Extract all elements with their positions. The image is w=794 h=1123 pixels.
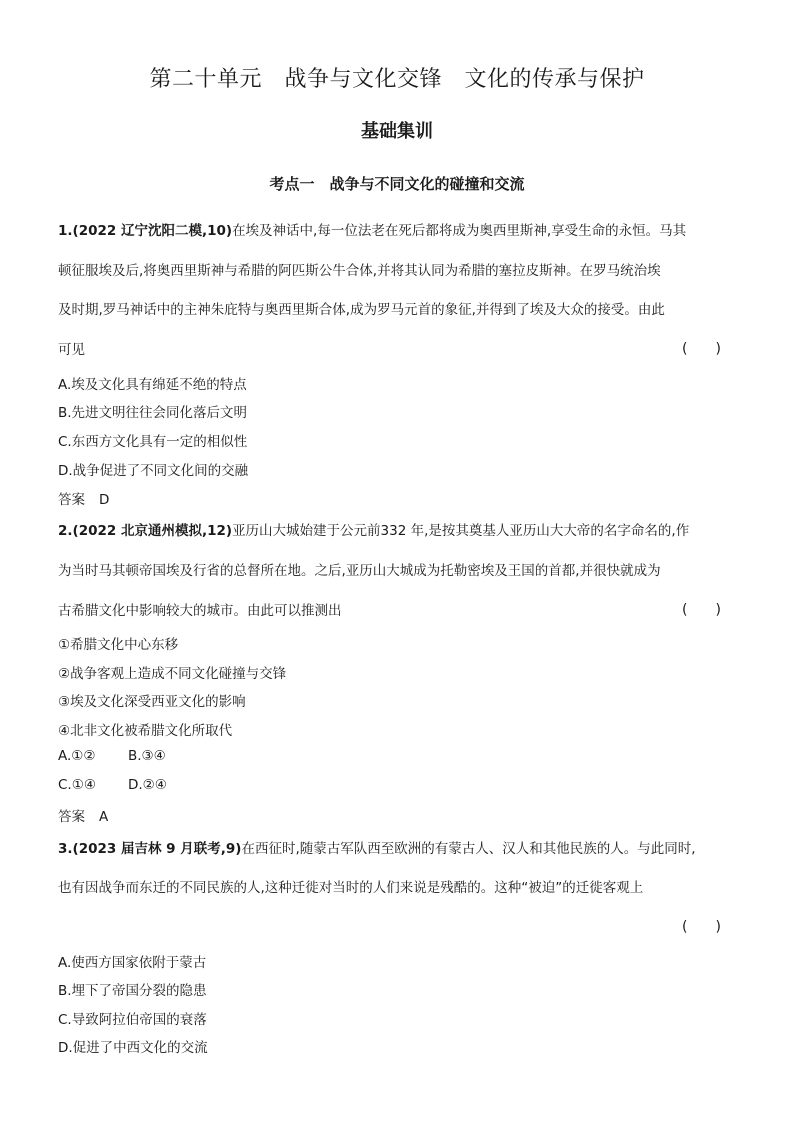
- question-3-option-c: C.导致阿拉伯帝国的衰落: [58, 1012, 207, 1028]
- question-2-option-b: B.③④: [128, 748, 166, 764]
- question-3-option-a: A.使西方国家依附于蒙古: [58, 955, 207, 971]
- question-2-statement-2: ②战争客观上造成不同文化碰撞与交锋: [58, 666, 287, 682]
- question-3-source: (2023 届吉林 9 月联考,9): [72, 841, 242, 857]
- question-1-answer-value: D: [99, 492, 110, 508]
- question-1-line-3: 及时期,罗马神话中的主神朱庇特与奥西里斯合体,成为罗马元首的象征,并得到了埃及大众的接受。由此: [58, 302, 665, 318]
- question-2-option-c: C.①④: [58, 777, 96, 793]
- question-2-statement-4: ④北非文化被希腊文化所取代: [58, 723, 233, 739]
- question-1-line-4: 可见: [58, 342, 85, 358]
- question-1-answer-blank: ( ): [682, 341, 721, 357]
- question-2-line-3: 古希腊文化中影响较大的城市。由此可以推测出: [58, 603, 342, 619]
- question-1-source: (2022 辽宁沈阳二模,10): [72, 223, 233, 239]
- question-2-source: (2022 北京通州模拟,12): [72, 523, 233, 539]
- answer-label: 答案: [58, 492, 85, 508]
- question-2-option-d: D.②④: [128, 777, 167, 793]
- question-3-option-b: B.埋下了帝国分裂的隐患: [58, 983, 207, 999]
- question-1-number: 1.: [58, 223, 73, 239]
- question-3-text: 在西征时,随蒙古军队西至欧洲的有蒙古人、汉人和其他民族的人。与此同时,: [241, 841, 696, 857]
- question-2-answer-blank: ( ): [682, 602, 721, 618]
- question-2-text: 亚历山大城始建于公元前332 年,是按其奠基人亚历山大大帝的名字命名的,作: [232, 523, 690, 539]
- question-3-option-d: D.促进了中西文化的交流: [58, 1040, 208, 1056]
- answer-label: 答案: [58, 809, 85, 825]
- question-2-answer: [58, 805, 108, 825]
- question-2-line-1: [58, 519, 689, 539]
- question-2-number: 2.: [58, 523, 73, 539]
- question-1-line-2: 顿征服埃及后,将奥西里斯神与希腊的阿匹斯公牛合体,并将其认同为希腊的塞拉皮斯神。在罗马统治埃: [58, 263, 661, 279]
- question-1-answer: [58, 488, 109, 508]
- question-3-number: 3.: [58, 841, 73, 857]
- question-1-option-d: D.战争促进了不同文化间的交融: [58, 463, 249, 479]
- question-1-option-a: A.埃及文化具有绵延不绝的特点: [58, 377, 247, 393]
- question-1-line-1: [58, 219, 686, 239]
- question-1-text: 在埃及神话中,每一位法老在死后都将成为奥西里斯神,享受生命的永恒。马其: [232, 223, 687, 239]
- question-1-option-c: C.东西方文化具有一定的相似性: [58, 434, 248, 450]
- question-3-line-2: 也有因战争而东迁的不同民族的人,这种迁徙对当时的人们来说是残酷的。这种“被迫”的迁徙客观上: [58, 880, 644, 896]
- question-1-option-b: B.先进文明往往会同化落后文明: [58, 405, 248, 421]
- question-2-statement-3: ③埃及文化深受西亚文化的影响: [58, 694, 246, 710]
- section-title: 基础集训: [361, 121, 433, 142]
- question-3-answer-blank: ( ): [682, 919, 721, 935]
- question-2-statement-1: ①希腊文化中心东移: [58, 637, 179, 653]
- unit-title: 第二十单元 战争与文化交锋 文化的传承与保护: [149, 67, 645, 92]
- question-2-answer-value: A: [99, 809, 109, 825]
- question-2-option-a: A.①②: [58, 748, 96, 764]
- question-2-line-2: 为当时马其顿帝国埃及行省的总督所在地。之后,亚历山大城成为托勒密埃及王国的首都,并很快就成为: [58, 563, 661, 579]
- question-3-line-1: [58, 837, 696, 857]
- topic-title: 考点一 战争与不同文化的碰撞和交流: [269, 175, 525, 193]
